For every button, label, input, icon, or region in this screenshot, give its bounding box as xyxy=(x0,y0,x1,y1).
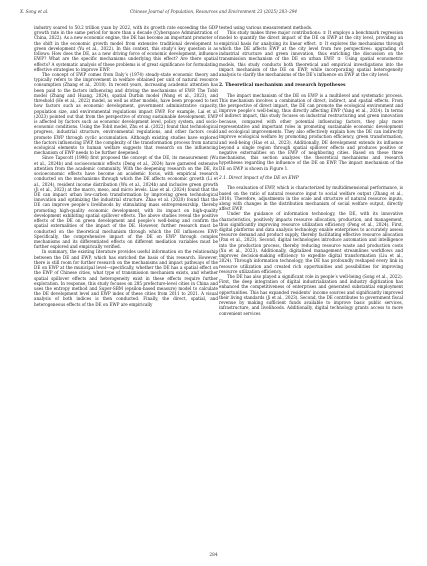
paragraph: industry soared to 50.2 trillion yuan by 2022, with its growth rate exceeding the GDP growth rate in the same period for more than a decade (Cyberspace Administration of China, 2022). As a new economic engine, the DE has become an important promoter of the shift in the economic growth model from extensive traditional development to green development (Yu et al., 2022). In this context, this study’s key question is as follows: How does the DE, as a new driving force of economic development, influence EWP? What are the specific mechanisms underlying this effect? Are there spatial effects? A systematic analysis of these problems is of great significance for formulating effective strategies to improve EWP. xyxy=(34,25,218,72)
paragraph: Since Tapscott (1996) first proposed the concept of the DE, its measurement (Wu et al., 2024b) and socioeconomic effects (Deng et al., 2024) have garnered extensive attention from the academic community. With the deepening research on the DE, its socioeconomic effects have become an academic focus, with empirical research conducted on the mechanisms through which the DE affects economic growth (Li et al., 2024), resident income distribution (Wu et al., 2024b) and inclusive green growth (Ji et al., 2023) at the macro, meso, and micro levels. Liao et al. (2024) found that the DE can impact urban low-carbon transformation by improving green technological innovation and optimizing the industrial structure. Zhao et al. (2020) found that the DE can improve people’s livelihoods by stimulating mass entrepreneurship, thereby promoting high-quality economic development, with its impact on high-quality development exhibiting spatial spillover effects. The above studies reveal the positive effects of the DE on green development and people’s well-being and confirm the spatial externalities of the impact of the DE. However, further research must be conducted on the theoretical mechanism through which the DE influences EWP. Specifically, the comprehensive impact of the DE on EWP through complex mechanisms and its differentiated effects on different mediation variables must be further explored and empirically verified. xyxy=(34,155,218,250)
page-number: 284 xyxy=(209,553,218,558)
section-heading: 2. Theoretical mechanism and research hypotheses xyxy=(219,83,346,89)
paragraph: The concept of EWP comes from Daly’s (1974) steady-state economic theory and typically refers to the improvement in welfare obtained per unit of natural resource consumption (Zhang et al., 2018). In recent years, increasing academic attention has been paid to the factors influencing and driving the mechanisms of EWP. The Tobit model (Zhang and Huang, 2024), spatial Durbin model (Wang et al., 2023), and threshold (He et al., 2022) model, as well as other models, have been proposed to test how factors such as economic development, government administrative capacity, population size, and environmental regulations impact EWP. For example, Lai et al. (2023) pointed out that from the perspective of strong sustainable development, EWP is affected by factors such as economic development level, policy system, and socio-economic conditions. Using the Tobit model, Zhu et al. (2022) found that technological progress, industrial structure, environmental regulations, and other factors could promote EWP through cyclic accumulation. Although existing studies have explored the factors influencing EWP, the complexity of the transformation process from natural ecological elements to human welfare suggests that research on the influencing mechanism of EWP needs to be further deepened. xyxy=(34,71,218,156)
paragraph: The DE has also played a significant role in people’s well-being (Song et al., 2022). First, the deep integration of digital industrialization and industry digitization has enhanced the competitiveness of enterprises and generated substantial employment opportunities. This has expanded residents’ income sources and significantly improved their living standards (Ji et al., 2023). Second, the DE contributes to government fiscal revenue by making sufficient funds available to improve basic public services, infrastructure, and livelihoods. Additionally, digital technology grants access to more convenient services xyxy=(219,274,403,316)
paragraph: The impact mechanism of the DE on EWP is a multilevel and systematic process. This mechanism involves a combination of direct, indirect, and spatial effects. From the perspective of direct impact, the DE can promote the ecological environment and improve people’s well-being, thus directly affecting EWP (Yang et al., 2024). In terms of indirect impact, this study focuses on industrial restructuring and green innovation because, compared with other potential influencing factors, they play more representative and important roles in promoting sustainable economic development and ecological improvements. They also effectively explain how the DE can indirectly improve ecological welfare by promoting production efficiency, green transformation, and well-being (Hao et al., 2023). Additionally, DE development extends its influence beyond a single region through spatial spillover effects and produces positive or negative externalities on the EWP of neighboring cities. Based on these three mechanisms, this section analyzes the theoretical mechanisms and research hypotheses regarding the influence of the DE on EWP. The impact mechanism of the DE on EWP is shown in Figure 1. xyxy=(219,92,403,171)
paragraph: Under the guidance of information technology, the DE, with its innovative characteristics, positively impacts resource allocation, production, and management, thus significantly improving resource utilization efficiency (Peng et al., 2024). First, digital platforms and data analysis technology enable enterprises to accurately assess resource demand and product supply, thereby facilitating effective resource allocation (Pan et al., 2023). Second, digital technologies introduce automation and intelligence into the production process, thereby reducing resource waste and production costs (Xu et al., 2023). Additionally, digitalized management streamlines workflows and improves decision-making efficiency to expedite digital transformation (Liu et al., 2024). Through information technology, the DE has profoundly reshaped every link in resource utilization and created rich opportunities and possibilities for improving resource utilization efficiency. xyxy=(219,211,403,274)
right-column xyxy=(219,25,403,316)
paragraph: tested using various measurement methods. xyxy=(219,25,313,30)
paragraph: In summary, the existing literature provides useful information on the relationship between the DE and EWP, which has enriched the basis of this research. However, there is still room for further research on the mechanisms and impact pathways of the DE on EWP at the municipal level—specifically, whether the DE has a spatial effect on the EWP of Chinese cities, what type of transmission mechanism exists, and whether spatial spillover effects and heterogeneity exist in these effects require further exploration. In response, this study focuses on 285 prefecture-level cities in China and uses the entropy method and Super-SBM (epsilon-based measure) model to calculate the DE development level and EWP index of these cities from 2011 to 2021. A visual analysis of both indices is then conducted. Finally, the direct, spatial, and heterogeneous effects of the DE on EWP are empirically xyxy=(34,249,218,307)
left-column xyxy=(34,25,218,307)
header-authors: X. Song et al. xyxy=(20,9,49,14)
paragraph: The evaluation of EWP, which is characterized by multidimensional performance, is based on the ratio of natural resource input to social welfare output (Zhang et al., 2018). Therefore, adjustments in the scale and structure of natural resource inputs, along with changes in the distribution mechanism of social welfare output, directly affect EWP. xyxy=(219,185,403,212)
running-header xyxy=(20,9,407,19)
paragraph: This study makes three major contributions: ① It employs a benchmark regression model to quantify the direct impact of the DE on EWP at the city level, providing an empirical basis for analyzing its linear effect. ② It explores the mechanisms through which the DE affects EWP at the city level from two perspectives: upgrading of industrial structure and green innovation, thus enriching the discussion on the transmission mechanism of the DE on urban EWP. ③ Using spatial econometric models, this study conducts both theoretical and empirical investigations into the impact mechanism of the DE on EWP, while incorporating spatial heterogeneity analysis to clarify the mechanisms of the DE’s influence on EWP at the city level. xyxy=(219,30,403,77)
header-journal: Chinese Journal of Population, Resources and Environment 23 (2025) 283–294 xyxy=(129,9,298,14)
subsection-heading: 2.1. Direct impact of the DE on EWP xyxy=(219,175,299,181)
